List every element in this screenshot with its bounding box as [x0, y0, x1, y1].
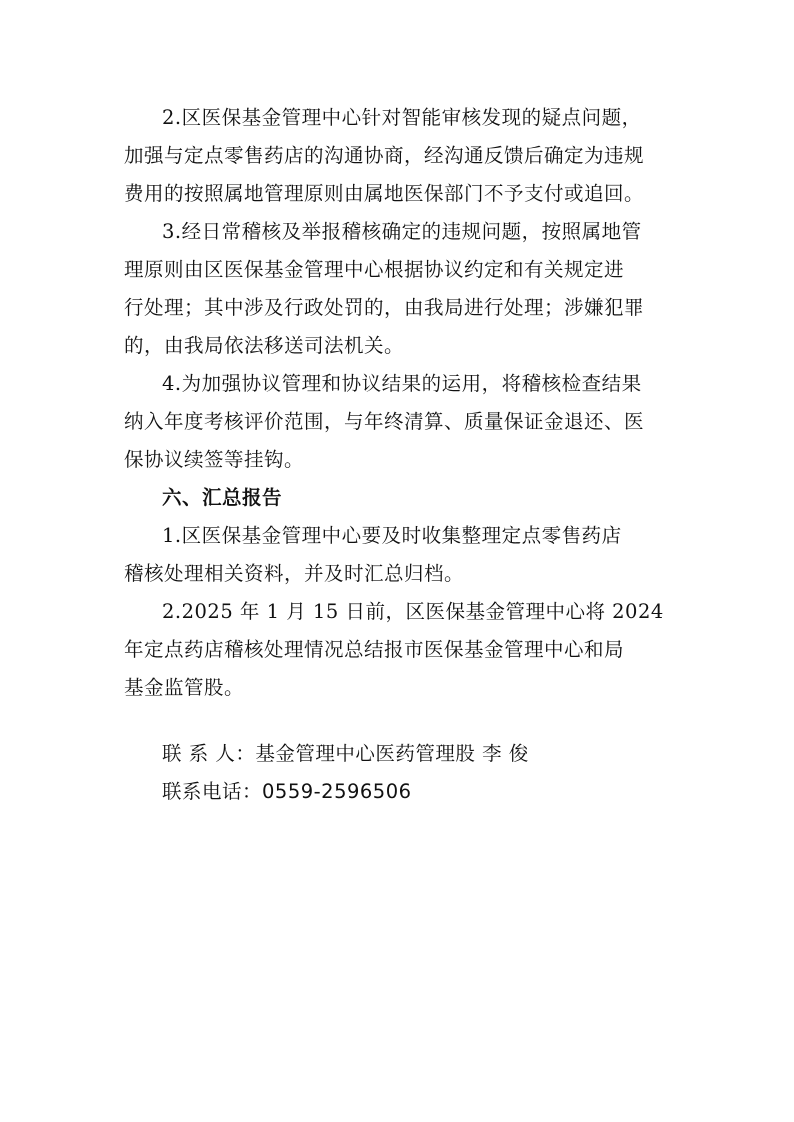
item4-line1: 4.为加强协议管理和协议结果的运用，将稽核检查结果 — [162, 372, 642, 395]
item3-line2: 理原则由区医保基金管理中心根据协议约定和有关规定进 — [124, 258, 625, 281]
section6-item2-line2: 年定点药店稽核处理情况总结报市医保基金管理中心和局 — [124, 638, 625, 661]
item2-line3: 费用的按照属地管理原则由属地医保部门不予支付或追回。 — [124, 182, 645, 205]
item4-line3: 保协议续签等挂钩。 — [124, 448, 305, 471]
section-heading: 六、汇总报告 — [162, 486, 283, 509]
section6-item2-line1: 2.2025 年 1 月 15 日前，区医保基金管理中心将 2024 — [162, 600, 664, 623]
item2-line2: 加强与定点零售药店的沟通协商，经沟通反馈后确定为违规 — [124, 144, 645, 167]
section6-item1-line1: 1.区医保基金管理中心要及时收集整理定点零售药店 — [162, 524, 622, 547]
item3-line4: 的，由我局依法移送司法机关。 — [124, 334, 405, 357]
section6-item1-line2: 稽核处理相关资料，并及时汇总归档。 — [124, 562, 465, 585]
contact-person: 联 系 人：基金管理中心医药管理股 李 俊 — [162, 742, 529, 765]
section6-item2-line3: 基金监管股。 — [124, 676, 245, 699]
item4-line2: 纳入年度考核评价范围，与年终清算、质量保证金退还、医 — [124, 410, 645, 433]
item3-line3: 行处理；其中涉及行政处罚的，由我局进行处理；涉嫌犯罪 — [124, 296, 645, 319]
contact-phone: 联系电话：0559-2596506 — [162, 780, 412, 803]
item3-line1: 3.经日常稽核及举报稽核确定的违规问题，按照属地管 — [162, 220, 642, 243]
item2-line1: 2.区医保基金管理中心针对智能审核发现的疑点问题， — [162, 106, 642, 129]
